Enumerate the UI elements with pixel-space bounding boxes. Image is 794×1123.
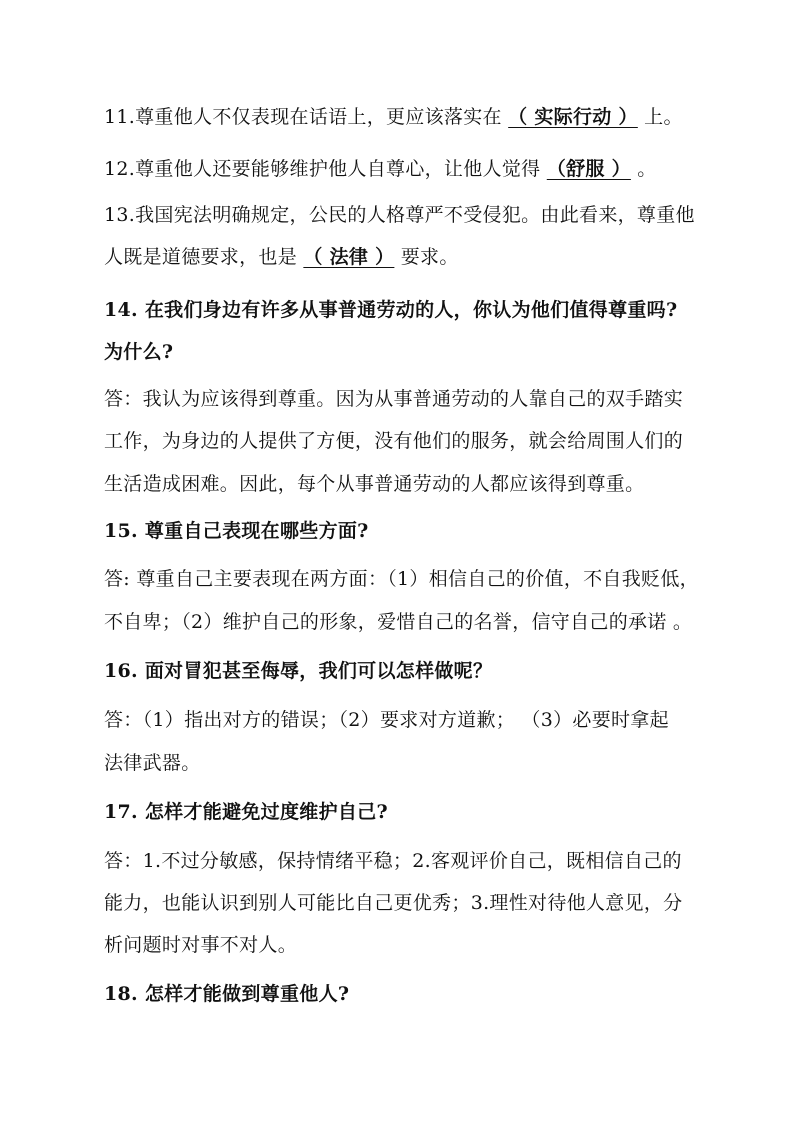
answer-14-line-2: 工作，为身边的人提供了方便，没有他们的服务，就会给周围人们的 — [104, 430, 684, 452]
answer-14-line-3: 生活造成困难。因此，每个从事普通劳动的人都应该得到尊重。 — [104, 473, 645, 495]
q11-prefix: 11.尊重他人不仅表现在话语上，更应该落实在 — [104, 106, 502, 128]
q12-answer-blank: （舒服 ） — [546, 158, 631, 180]
question-14-heading-line-2: 为什么? — [104, 341, 174, 363]
answer-15-line-1: 答: 尊重自己主要表现在两方面：（1）相信自己的价值，不自我贬低， — [104, 568, 699, 590]
q11-suffix: 上。 — [644, 106, 683, 128]
answer-14-line-1: 答：我认为应该得到尊重。因为从事普通劳动的人靠自己的双手踏实 — [104, 388, 684, 410]
q12-suffix: 。 — [637, 158, 657, 180]
question-15-heading: 15. 尊重自己表现在哪些方面? — [104, 520, 369, 542]
answer-17-line-1: 答：1.不过分敏感，保持情绪平稳；2.客观评价自己，既相信自己的 — [104, 850, 682, 872]
q11-answer-blank: （ 实际行动 ） — [508, 106, 638, 128]
q13-suffix: 要求。 — [400, 246, 459, 268]
question-13-line-2 — [104, 245, 710, 269]
question-13-line-1: 13.我国宪法明确规定，公民的人格尊严不受侵犯。由此看来，尊重他 — [104, 204, 695, 226]
answer-16-line-2: 法律武器。 — [104, 752, 201, 774]
answer-16-line-1: 答：（1）指出对方的错误；（2）要求对方道歉； （3）必要时拿起 — [104, 709, 669, 731]
answer-15-line-2: 不自卑；（2）维护自己的形象，爱惜自己的名誉，信守自己的承诺 。 — [104, 611, 693, 633]
question-14-heading-line-1: 14. 在我们身边有许多从事普通劳动的人，你认为他们值得尊重吗? — [104, 299, 678, 321]
question-12 — [104, 157, 710, 181]
q12-prefix: 12.尊重他人还要能够维护他人自尊心，让他人觉得 — [104, 158, 541, 180]
question-11 — [104, 105, 710, 129]
q13-answer-blank: （ 法律 ） — [303, 246, 395, 268]
question-17-heading: 17. 怎样才能避免过度维护自己? — [104, 801, 388, 823]
question-16-heading: 16. 面对冒犯甚至侮辱，我们可以怎样做呢？ — [104, 660, 493, 682]
answer-17-line-3: 析问题时对事不对人。 — [104, 934, 298, 956]
answer-17-line-2: 能力，也能认识到别人可能比自己更优秀；3.理性对待他人意见，分 — [104, 892, 683, 914]
q13-prefix: 人既是道德要求，也是 — [104, 246, 298, 268]
question-18-heading: 18. 怎样才能做到尊重他人? — [104, 983, 350, 1005]
